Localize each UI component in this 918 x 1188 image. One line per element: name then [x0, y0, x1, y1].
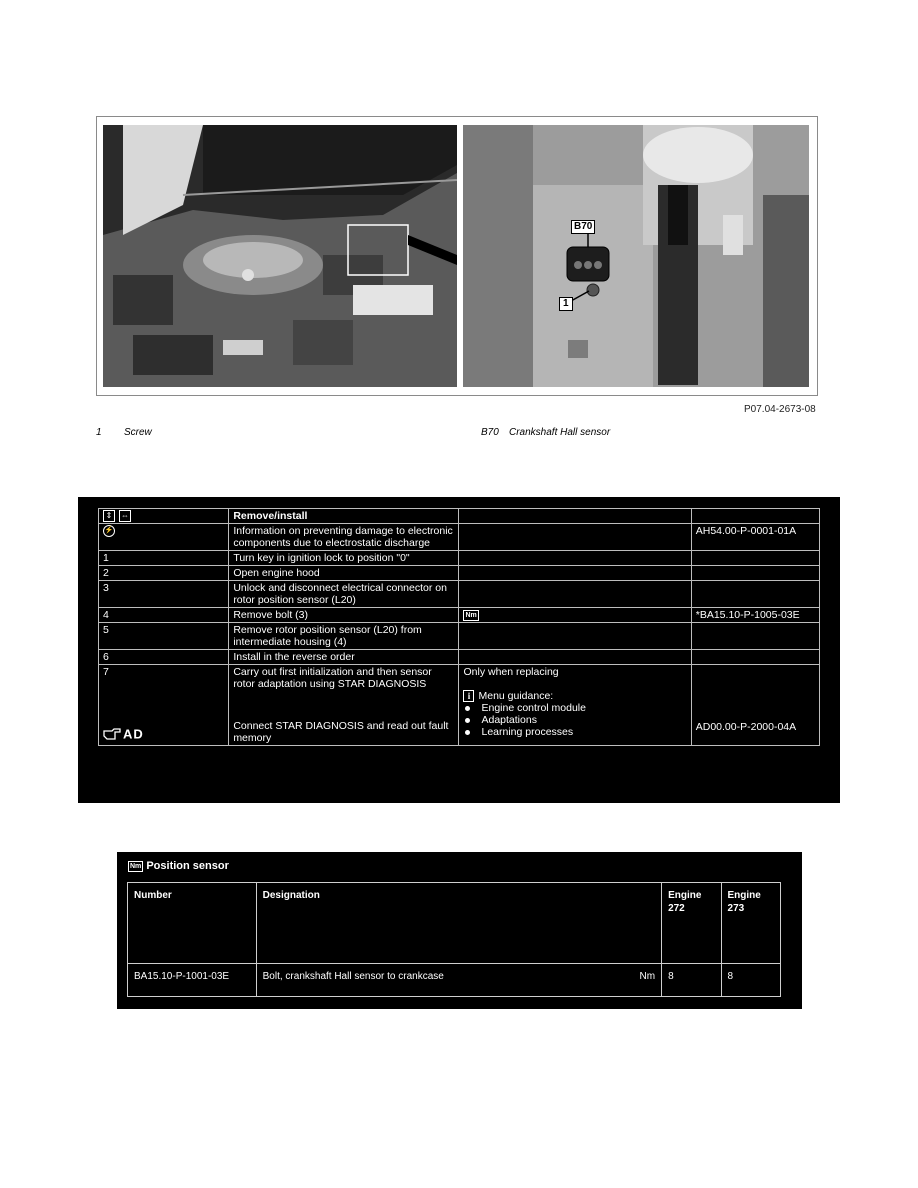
header-number: Number: [128, 883, 257, 964]
step-text: Open engine hood: [229, 566, 459, 581]
legend-text: Screw: [124, 427, 152, 438]
step-reference[interactable]: AD00.00-P-2000-04A: [695, 721, 797, 734]
header-engine-272: Engine 272: [662, 883, 721, 964]
table-header-row: [128, 883, 781, 964]
torque-nm-icon: Nm: [130, 862, 142, 870]
screw-callout: 1: [559, 297, 573, 311]
procedure-table: [98, 508, 820, 746]
step-text: Unlock and disconnect electrical connector on rotor position sensor (L20): [229, 581, 459, 608]
table-row: [99, 665, 820, 746]
header-engine-273: Engine 273: [721, 883, 780, 964]
esd-warning-icon: ⚡: [103, 525, 115, 537]
ad-row-text: Connect STAR DIAGNOSIS and read out fault memory: [233, 720, 449, 745]
list-item: Learning processes: [463, 726, 686, 738]
table-row: [99, 650, 820, 665]
info-icon: i: [463, 690, 474, 702]
ad-label: AD: [123, 726, 144, 742]
position-sensor-panel: [117, 852, 802, 1009]
step-text: Information on preventing damage to electronic components due to electrostatic discharge: [229, 524, 459, 551]
step-text: Carry out first initialization and then sensor rotor adaptation using STAR DIAGNOSIS: [233, 666, 432, 691]
figure-reference: P07.04-2673-08: [744, 404, 816, 415]
spec-table: [127, 882, 781, 997]
step-number: 3: [99, 581, 229, 608]
b70-callout: B70: [571, 220, 595, 234]
remove-install-icons: [99, 509, 229, 524]
list-item: Adaptations: [463, 714, 686, 726]
legend-number: 1: [96, 427, 102, 438]
step-number: 2: [99, 566, 229, 581]
step-reference[interactable]: AH54.00-P-0001-01A: [691, 524, 819, 551]
header-designation: Designation: [256, 883, 661, 964]
legend-number: B70: [481, 427, 499, 438]
procedure-panel: [78, 497, 840, 803]
table-row: [99, 623, 820, 650]
cell-designation: [256, 964, 661, 997]
ad-marker: [103, 728, 144, 743]
menu-path-list: [463, 702, 686, 738]
step-number: 5: [99, 623, 229, 650]
menu-guidance: [463, 690, 686, 702]
legend-item: [481, 427, 610, 438]
cell-engine-273: 8: [721, 964, 780, 997]
install-icon: ⇔: [121, 511, 129, 521]
sensor-closeup-photo: [463, 125, 809, 387]
step-number: 4: [99, 608, 229, 623]
step-number: 1: [99, 551, 229, 566]
step-note: Only when replacing: [463, 666, 559, 679]
cell-engine-272: 8: [662, 964, 721, 997]
table-row: [99, 524, 820, 551]
spec-title-text: Position sensor: [146, 860, 229, 872]
table-row: [99, 509, 820, 524]
step-text: Remove rotor position sensor (L20) from intermediate housing (4): [229, 623, 459, 650]
legend-item: [96, 427, 152, 438]
step-text: Turn key in ignition lock to position "0": [229, 551, 459, 566]
step-reference[interactable]: *BA15.10-P-1005-03E: [691, 608, 819, 623]
menu-guidance-label: Menu guidance:: [478, 690, 554, 703]
step-text: Install in the reverse order: [229, 650, 459, 665]
pointing-hand-icon: [103, 728, 121, 743]
step-number: 6: [99, 650, 229, 665]
figure-frame: [96, 116, 818, 396]
step-number: 7: [103, 666, 109, 679]
table-row: [99, 608, 820, 623]
table-row: [99, 551, 820, 566]
table-row: [99, 566, 820, 581]
cell-number: BA15.10-P-1001-03E: [128, 964, 257, 997]
table-row: [128, 964, 781, 997]
legend-text: Crankshaft Hall sensor: [509, 427, 611, 438]
engine-bay-photo: [103, 125, 457, 387]
torque-nm-icon: Nm: [465, 611, 477, 619]
designation-text: Bolt, crankshaft Hall sensor to crankcase: [262, 971, 444, 982]
remove-icon: ⇕: [103, 510, 115, 522]
step-text: Remove bolt (3): [229, 608, 459, 623]
table-row: [99, 581, 820, 608]
unit-label: Nm: [639, 971, 656, 982]
procedure-title: Remove/install: [229, 509, 459, 524]
spec-title: [128, 860, 229, 872]
list-item: Engine control module: [463, 702, 686, 714]
